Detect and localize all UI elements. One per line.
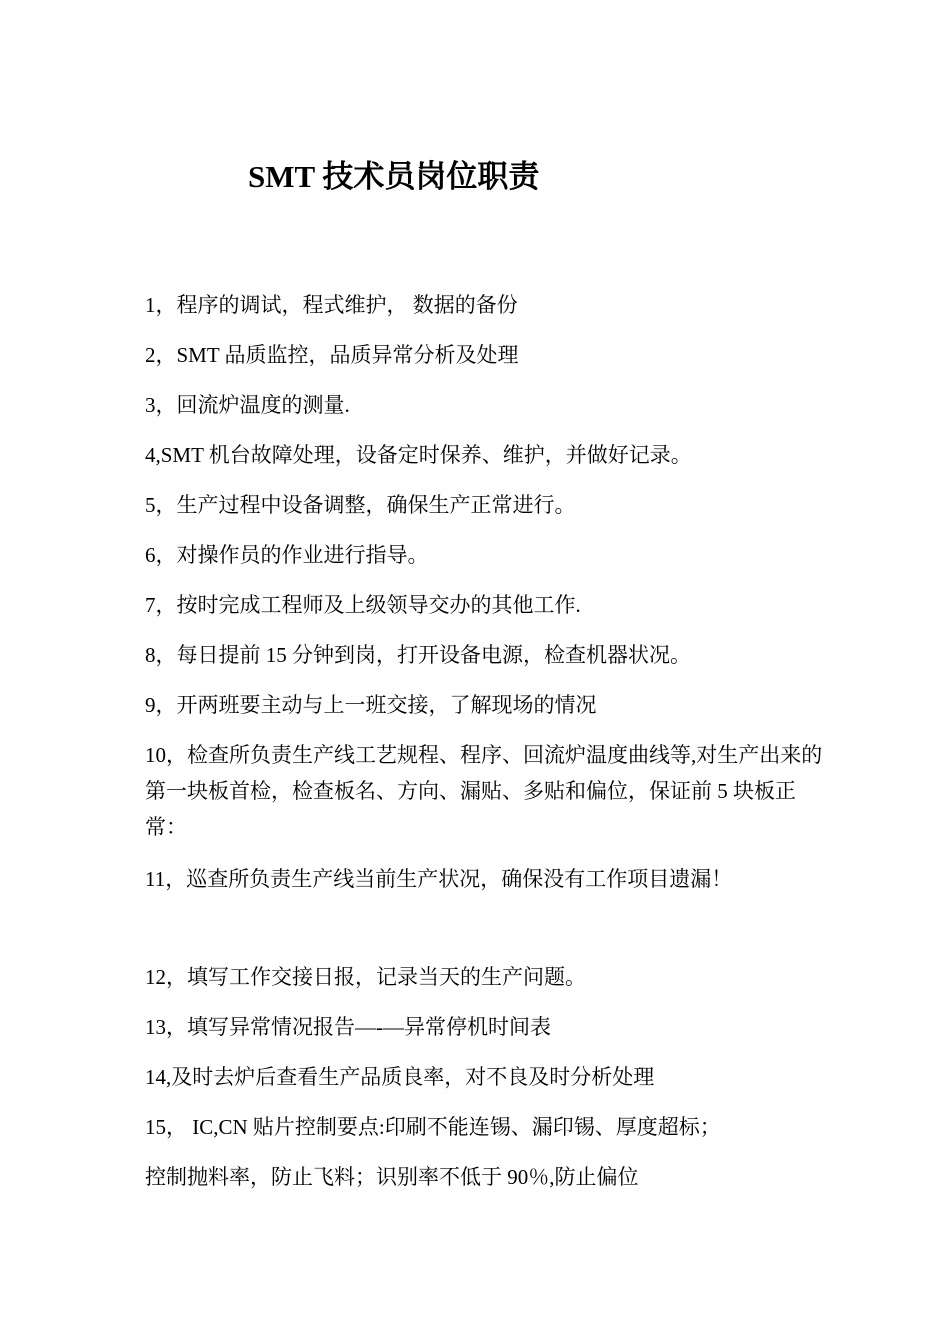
list-item: 1，程序的调试，程式维护， 数据的备份 (145, 293, 518, 317)
list-item: 11，巡查所负责生产线当前生产状况，确保没有工作项目遗漏！ (145, 867, 733, 891)
list-item: 14,及时去炉后查看生产品质良率，对不良及时分析处理 (145, 1065, 655, 1089)
list-item: 10，检查所负责生产线工艺规程、程序、回流炉温度曲线等,对生产出来的第一块板首检，检查板名、方向、漏贴、多贴和偏位，保证前 5 块板正常： (145, 743, 823, 839)
list-item: 控制抛料率，防止飞料；识别率不低于 90％,防止偏位 (145, 1165, 639, 1189)
list-item: 3，回流炉温度的测量. (145, 393, 350, 417)
list-item: 4,SMT 机台故障处理，设备定时保养、维护，并做好记录。 (145, 443, 692, 467)
list-item: 2，SMT 品质监控，品质异常分析及处理 (145, 343, 519, 367)
list-item: 6，对操作员的作业进行指导。 (145, 543, 429, 567)
document-title: SMT 技术员岗位职责 (248, 159, 540, 194)
list-item: 8，每日提前 15 分钟到岗，打开设备电源，检查机器状况。 (145, 643, 691, 667)
list-item: 12，填写工作交接日报，记录当天的生产问题。 (145, 965, 586, 989)
list-item: 7，按时完成工程师及上级领导交办的其他工作. (145, 593, 581, 617)
list-item: 5，生产过程中设备调整，确保生产正常进行。 (145, 493, 576, 517)
list-item: 15， IC,CN 贴片控制要点:印刷不能连锡、漏印锡、厚度超标； (145, 1115, 721, 1139)
list-item: 13，填写异常情况报告—-—异常停机时间表 (145, 1015, 551, 1039)
list-item: 9，开两班要主动与上一班交接，了解现场的情况 (145, 693, 597, 717)
